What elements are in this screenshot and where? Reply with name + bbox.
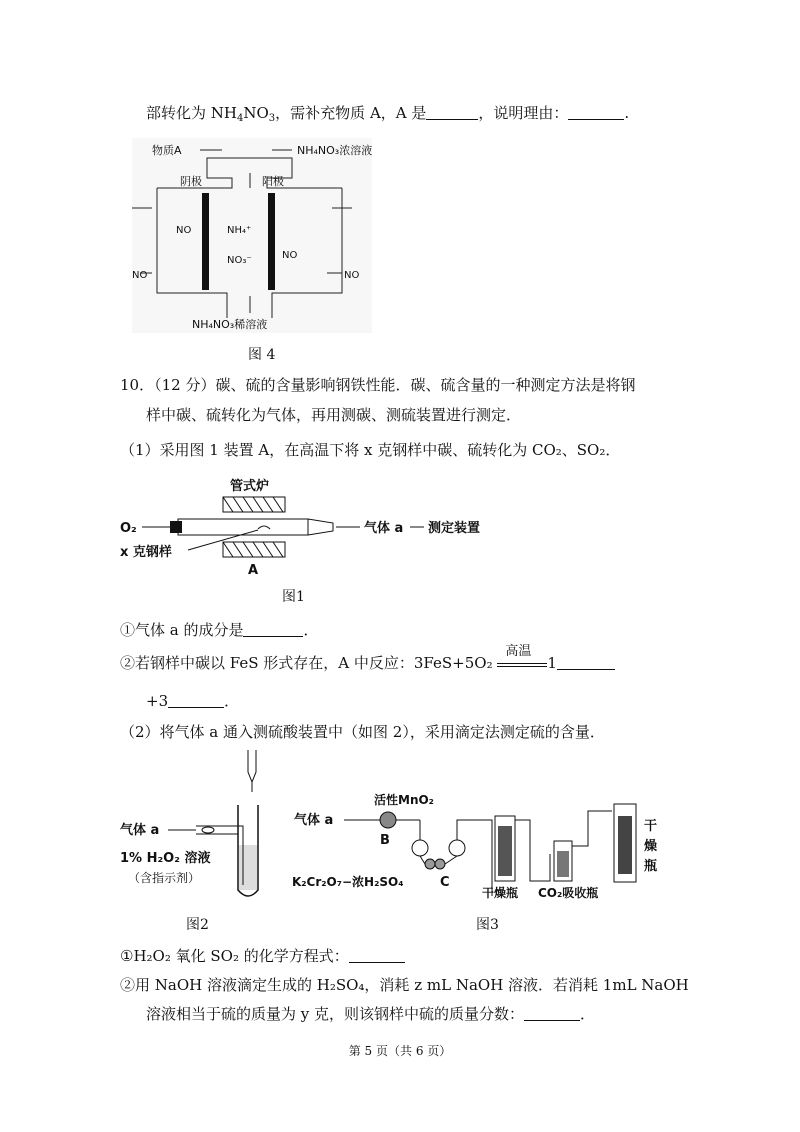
sub2-q2-line1: ②用 NaOH 溶液滴定生成的 H₂SO₄，消耗 z mL NaOH 溶液．若消耗 1mL NaOH [120,976,689,994]
figure-2-absorption [118,750,288,910]
fig3-dry-2: 燥 [644,839,658,854]
q10-line1: 10．（12 分）碳、硫的含量影响钢铁性能．碳、硫含量的一种测定方法是将钢 [120,376,636,394]
sub1-q2-line2: +3 ． [146,692,240,710]
fig1-sample: x 克钢样 [120,545,172,560]
q10-line2: 样中碳、硫转化为气体，再用测碳、测硫装置进行测定． [146,406,522,424]
answer-blank-gas-components[interactable] [243,622,303,637]
fig2-caption: 图2 [186,917,209,933]
sub1-q2: ②若钢样中碳以 FeS 形式存在，A 中反应：3FeS+5O₂ 高温 1 [120,653,615,674]
part2-text: （2）将气体 a 通入测硫酸装置中（如图 2），采用滴定法测定硫的含量． [120,723,605,741]
fig1-gas-a: 气体 a [364,521,404,536]
fig2-solution: 1% H₂O₂ 溶液 [120,851,211,866]
answer-blank-reason[interactable] [568,105,624,120]
fig3-dry-3: 瓶 [644,859,658,874]
reaction-arrow: 高温 [497,654,547,674]
fig2-gas: 气体 a [120,823,160,838]
answer-blank-equation[interactable] [349,948,405,963]
figure-3-apparatus [292,786,672,906]
sub2-q1: ①H₂O₂ 氧化 SO₂ 的化学方程式： [120,946,405,966]
fig4-anode: 阳极 [262,175,284,188]
fig3-c: C [440,875,450,890]
fig4-out-conc: NH₄NO₃浓溶液 [297,144,372,157]
fig4-caption: 图 4 [248,347,276,363]
q9-text-d: ，说明理由： [478,104,569,122]
fig3-mno2: 活性MnO₂ [374,793,434,807]
fig4-no-left: NO [176,225,192,236]
q9-text-c: ，需补充物质 A，A 是 [275,104,427,122]
q9-text-a: 部转化为 NH [146,104,237,122]
fig2-indicator: （含指示剂） [128,871,201,885]
q9-text-b: NO [243,104,269,122]
figure-1-furnace [118,472,518,582]
fig4-no3: NO₃⁻ [227,255,252,266]
fig4-cathode: 阴极 [180,175,202,188]
fig4-nh4: NH₄⁺ [227,225,252,236]
fig4-no-in-left: NO [132,270,148,281]
fig4-in-dilute: NH₄NO₃稀溶液 [192,318,268,331]
fig1-o2: O₂ [120,521,137,536]
fig3-b: B [380,833,390,848]
q9-tail-line: 部转化为 $NH_4NO_3$，需补充物质 A，A 是 ，说明理由： . [146,104,630,124]
fig3-caption: 图3 [476,917,499,933]
fig1-furnace: 管式炉 [230,479,270,494]
fig3-k2cr2o7: K₂Cr₂O₇−浓H₂SO₄ [292,875,404,889]
figure-4-electrolysis [132,138,372,333]
fig3-dryer: 干燥瓶 [482,886,519,900]
fig1-label-a: A [248,563,259,578]
fig1-device: 测定装置 [428,521,481,536]
fig3-dry-1: 干 [644,819,658,834]
fig4-substance-a: 物质A [152,144,182,157]
sub1-q1: ①气体 a 的成分是 ． [120,621,319,639]
answer-blank-mass-fraction[interactable] [524,1006,580,1021]
sub2-q2-line2: 溶液相当于硫的质量为 y 克，则该钢样中硫的质量分数： ． [146,1005,596,1023]
fig4-no-in-right: NO [344,270,360,281]
answer-blank-a[interactable] [426,105,478,120]
page-footer: 第 5 页（共 6 页） [348,1044,452,1058]
fig1-caption: 图1 [282,589,305,605]
answer-blank-product2[interactable] [168,693,224,708]
answer-blank-product1[interactable] [557,655,615,670]
fig3-co2-absorber: CO₂吸收瓶 [538,886,599,900]
q10-part1: （1）采用图 1 装置 A，在高温下将 x 克钢样中碳、硫转化为 CO₂、SO₂． [120,441,621,459]
fig3-gas: 气体 a [294,813,334,828]
fig4-no-right: NO [282,250,298,261]
